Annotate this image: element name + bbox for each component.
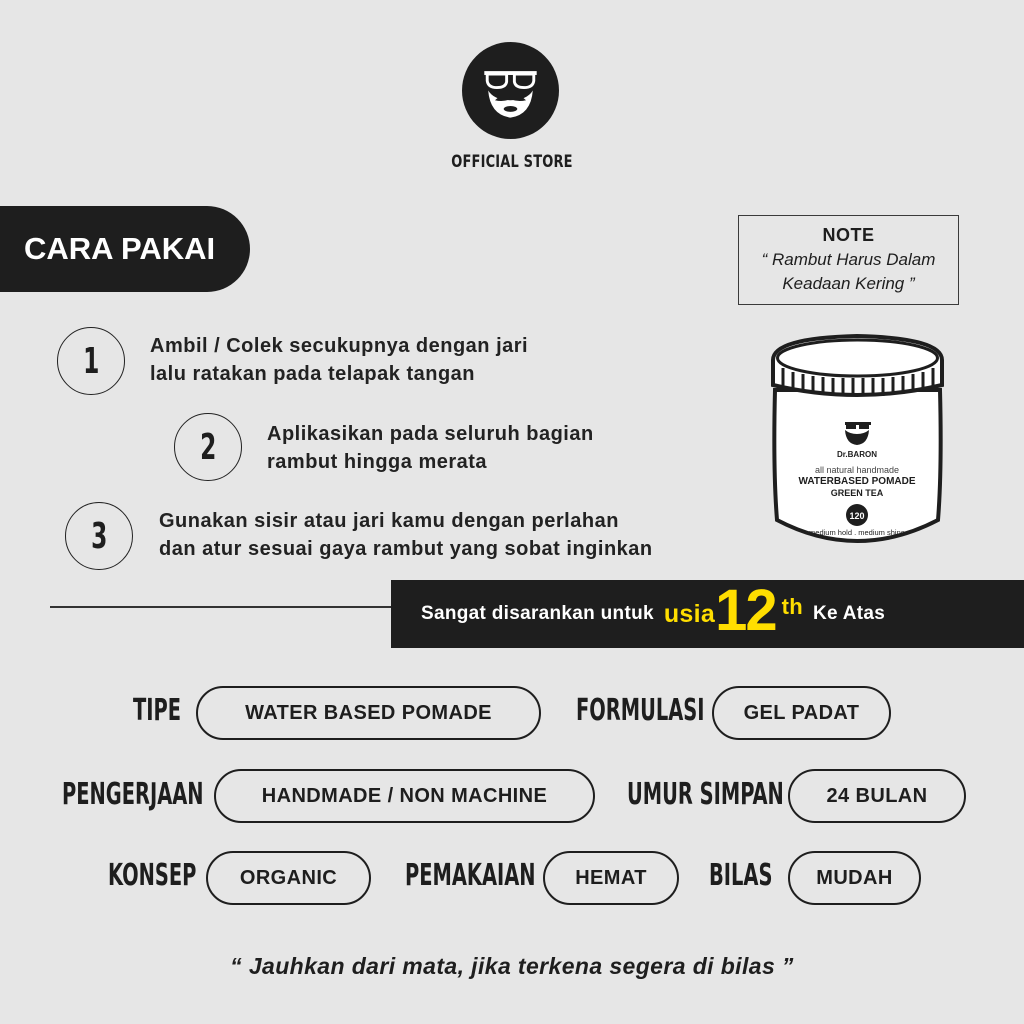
step-3-line-2: dan atur sesuai gaya rambut yang sobat inginkan — [159, 538, 653, 560]
pomade-jar-image — [765, 330, 950, 555]
note-text — [739, 248, 958, 296]
age-banner-age: 12 — [715, 578, 776, 643]
jar-variant: GREEN TEA — [830, 488, 884, 498]
step-3-line-1: Gunakan sisir atau jari kamu dengan perlahan — [159, 510, 619, 532]
jar-tagline: all natural handmade — [814, 465, 900, 475]
age-banner-highlight: usia — [663, 599, 716, 628]
spec-label-pengerjaan: PENGERJAAN — [62, 777, 204, 812]
note-line-1: “ Rambut Harus Dalam — [761, 250, 936, 269]
step-2-line-2: rambut hingga merata — [267, 451, 488, 473]
step-2-line-1: Aplikasikan pada seluruh bagian — [267, 423, 594, 445]
spec-value-umur-simpan: 24 BULAN — [788, 769, 966, 823]
step-3-text — [159, 507, 653, 563]
spec-label-formulasi: FORMULASI — [576, 693, 705, 728]
bearded-man-logo-icon — [462, 42, 559, 139]
age-recommendation-banner — [391, 580, 1024, 648]
spec-label-umur-simpan: UMUR SIMPAN — [627, 777, 784, 812]
note-line-2: Keadaan Kering ” — [782, 274, 915, 293]
step-1-line-2: lalu ratakan pada telapak tangan — [150, 363, 475, 385]
warning-text: “ Jauhkan dari mata, jika terkena segera di bilas ” — [230, 953, 794, 979]
age-banner-unit: th — [781, 594, 803, 619]
spec-label-pemakaian: PEMAKAIAN — [405, 858, 536, 893]
divider-line — [50, 606, 392, 608]
note-title: NOTE — [822, 225, 875, 245]
spec-label-tipe: TIPE — [133, 693, 182, 728]
spec-value-tipe: WATER BASED POMADE — [196, 686, 541, 740]
note-box — [738, 215, 959, 305]
spec-value-formulasi: GEL PADAT — [712, 686, 891, 740]
step-2-number: 2 — [174, 413, 242, 481]
step-3-number: 3 — [65, 502, 133, 570]
jar-product-name: WATERBASED POMADE — [798, 476, 916, 487]
age-banner-suffix: Ke Atas — [812, 603, 886, 624]
store-label: OFFICIAL STORE — [451, 152, 573, 172]
spec-value-pengerjaan: HANDMADE / NON MACHINE — [214, 769, 595, 823]
spec-label-konsep: KONSEP — [108, 858, 197, 893]
step-1-line-1: Ambil / Colek secukupnya dengan jari — [150, 335, 529, 357]
step-1-text — [150, 332, 528, 388]
step-1-number: 1 — [57, 327, 125, 395]
spec-label-bilas: BILAS — [709, 858, 773, 893]
age-banner-prefix: Sangat disarankan untuk — [421, 603, 654, 624]
jar-size: 120 — [849, 511, 865, 521]
jar-brand: Dr.BARON — [836, 450, 878, 459]
spec-value-pemakaian: HEMAT — [543, 851, 679, 905]
spec-value-konsep: ORGANIC — [206, 851, 371, 905]
jar-hold: medium hold . medium shine — [809, 528, 905, 537]
step-2-text — [267, 420, 594, 476]
section-title: CARA PAKAI — [0, 206, 250, 292]
spec-value-bilas: MUDAH — [788, 851, 921, 905]
